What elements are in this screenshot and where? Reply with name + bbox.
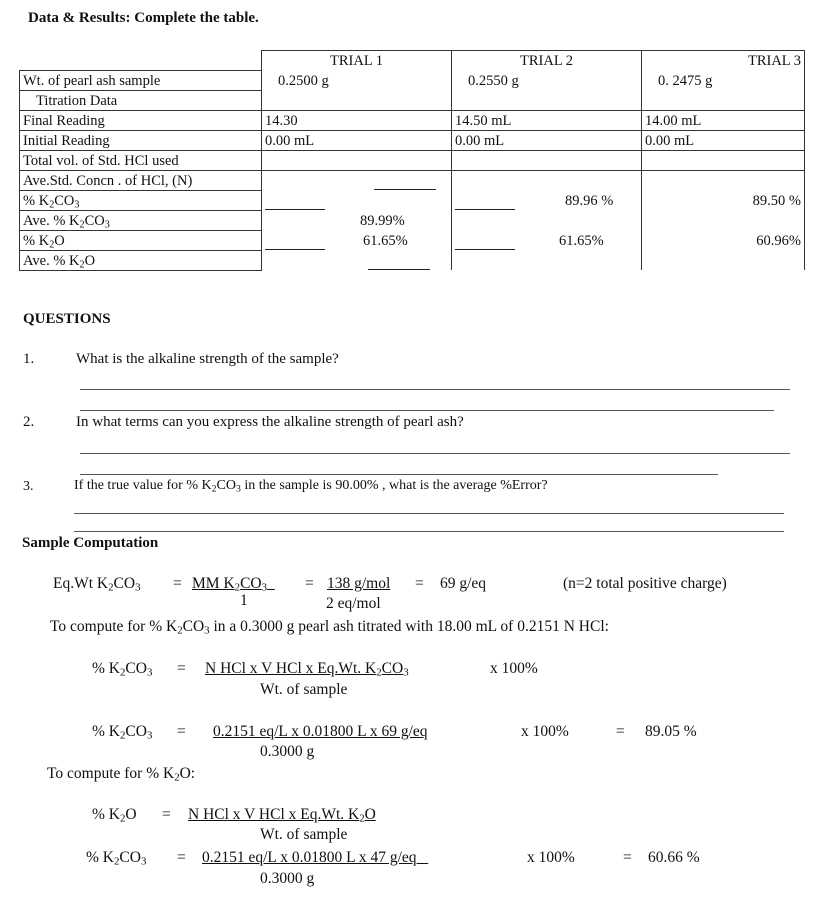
calc1-multiplier: x 100% xyxy=(521,723,569,740)
table-row-pk2o xyxy=(20,230,805,250)
table-cell: 61.65% xyxy=(363,233,408,249)
calc1-numerator: 0.2151 eq/L x 0.01800 L x 69 g/eq xyxy=(213,723,428,740)
eq-result: 69 g/eq xyxy=(440,575,487,592)
row-label: Total vol. of Std. HCl used xyxy=(20,150,262,170)
equals-sign: = xyxy=(623,849,632,866)
calc2-numerator: 0.2151 eq/L x 0.01800 L x 47 g/eq xyxy=(202,849,417,866)
computation-title: Sample Computation xyxy=(22,535,159,551)
fraction-denominator: 2 eq/mol xyxy=(326,595,381,612)
row-label: Initial Reading xyxy=(20,130,262,150)
table-cell: 89.99% xyxy=(262,210,452,230)
blank-line xyxy=(455,249,515,250)
computation-intro: To compute for % $K_2CO_3$ in a 0.3000 g pearl ash titrated with 18.00 mL of 0.2151 N HCl: xyxy=(50,618,609,637)
table-row-ave-pk2o xyxy=(20,250,805,270)
eq-note: (n=2 total positive charge) xyxy=(563,575,727,592)
blank-line xyxy=(374,189,436,190)
table-row-sample xyxy=(20,70,805,90)
table-cell: 0.2550 g xyxy=(452,70,642,90)
table-row-final xyxy=(20,110,805,130)
section-heading: Data & Results: Complete the table. xyxy=(28,10,259,26)
table-row-conc xyxy=(20,170,805,190)
question-1-number: 1. xyxy=(23,351,35,367)
answer-line[interactable] xyxy=(74,513,784,514)
row-label: Wt. of pearl ash sample xyxy=(20,70,262,90)
table-cell: 89.96 % xyxy=(565,193,614,209)
row-label: % $K_2CO_3$ xyxy=(20,190,262,210)
pk2co3-label: % $K_2CO_3$ xyxy=(92,660,153,679)
answer-line[interactable] xyxy=(80,453,790,454)
answer-line[interactable] xyxy=(80,474,718,475)
equals-sign: = xyxy=(162,806,171,823)
blank-line xyxy=(455,209,515,210)
answer-line[interactable] xyxy=(80,410,774,411)
calc2-denominator: 0.3000 g xyxy=(260,870,315,887)
table-cell: 14.50 mL xyxy=(452,110,642,130)
trial-3-header: TRIAL 3 xyxy=(642,51,805,71)
pk2co3-label: % $K_2CO_3$ xyxy=(92,723,153,742)
fraction-numerator: 138 g/mol xyxy=(327,575,391,592)
row-label: % $K_2O$ xyxy=(20,230,262,250)
table-row-ave-pk2co3 xyxy=(20,210,805,230)
table-cell: 61.65% xyxy=(559,233,604,249)
table-row-initial xyxy=(20,130,805,150)
equals-sign: = xyxy=(177,723,186,740)
mm-numerator: MM $K_2CO_3$ xyxy=(192,575,268,594)
pk2co3-label: % $K_2CO_3$ xyxy=(86,849,147,868)
table-row-titration xyxy=(20,90,805,110)
equals-sign: = xyxy=(177,660,186,677)
blank-line xyxy=(368,269,430,270)
formula-numerator: N HCl x V HCl x Eq.Wt. $K_2CO_3$ xyxy=(205,660,409,679)
calc1-denominator: 0.3000 g xyxy=(260,743,315,760)
row-label: Titration Data xyxy=(20,90,262,110)
equals-sign: = xyxy=(415,575,424,592)
answer-line[interactable] xyxy=(80,389,790,390)
table-row-total xyxy=(20,150,805,170)
eqwt-label: Eq.Wt $K_2CO_3$ xyxy=(53,575,141,594)
k2o-label: % $K_2O$ xyxy=(92,806,137,825)
question-3-number: 3. xyxy=(23,479,34,494)
question-2-text: In what terms can you express the alkaline strength of pearl ash? xyxy=(76,414,464,430)
k2o-formula-numerator: N HCl x V HCl x Eq.Wt. $K_2O$ xyxy=(188,806,376,825)
row-label: Final Reading xyxy=(20,110,262,130)
table-header-row xyxy=(20,51,805,71)
k2o-formula-denominator: Wt. of sample xyxy=(260,826,348,843)
k2o-intro: To compute for % $K_2O$: xyxy=(47,765,196,784)
table-cell: 0.00 mL xyxy=(262,130,452,150)
mm-denominator: 1 xyxy=(240,592,248,609)
table-cell: 60.96% xyxy=(756,233,801,249)
blank-line xyxy=(265,209,325,210)
table-cell: 0.00 mL xyxy=(452,130,642,150)
equals-sign: = xyxy=(177,849,186,866)
calc2-result: 60.66 % xyxy=(648,849,700,866)
row-label: Ave. % $K_2CO_3$ xyxy=(20,210,262,230)
question-3-text: If the true value for % $K_2CO_3$ in the sample is 90.00% , what is the average %Error? xyxy=(74,478,548,495)
row-label: Ave. % $K_2O$ xyxy=(20,250,262,270)
trial-1-header: TRIAL 1 xyxy=(262,51,452,71)
table-cell: 0.2500 g xyxy=(262,70,452,90)
formula-multiplier: x 100% xyxy=(490,660,538,677)
answer-line[interactable] xyxy=(74,531,784,532)
question-2-number: 2. xyxy=(23,414,35,430)
equals-sign: = xyxy=(173,575,182,592)
blank-line xyxy=(265,249,325,250)
data-table xyxy=(19,50,805,271)
table-cell: 0. 2475 g xyxy=(642,70,805,90)
table-cell: 89.50 % xyxy=(752,193,801,209)
table-row-pk2co3 xyxy=(20,190,805,210)
table-cell: 14.30 xyxy=(262,110,452,130)
equals-sign: = xyxy=(305,575,314,592)
table-cell: 0.00 mL xyxy=(642,130,805,150)
table-cell: 14.00 mL xyxy=(642,110,805,130)
equals-sign: = xyxy=(616,723,625,740)
row-label: Ave.Std. Concn . of HCl, (N) xyxy=(20,170,262,190)
trial-2-header: TRIAL 2 xyxy=(452,51,642,71)
questions-title: QUESTIONS xyxy=(23,311,111,327)
question-1-text: What is the alkaline strength of the sample? xyxy=(76,351,339,367)
formula-denominator: Wt. of sample xyxy=(260,681,348,698)
calc1-result: 89.05 % xyxy=(645,723,697,740)
calc2-multiplier: x 100% xyxy=(527,849,575,866)
